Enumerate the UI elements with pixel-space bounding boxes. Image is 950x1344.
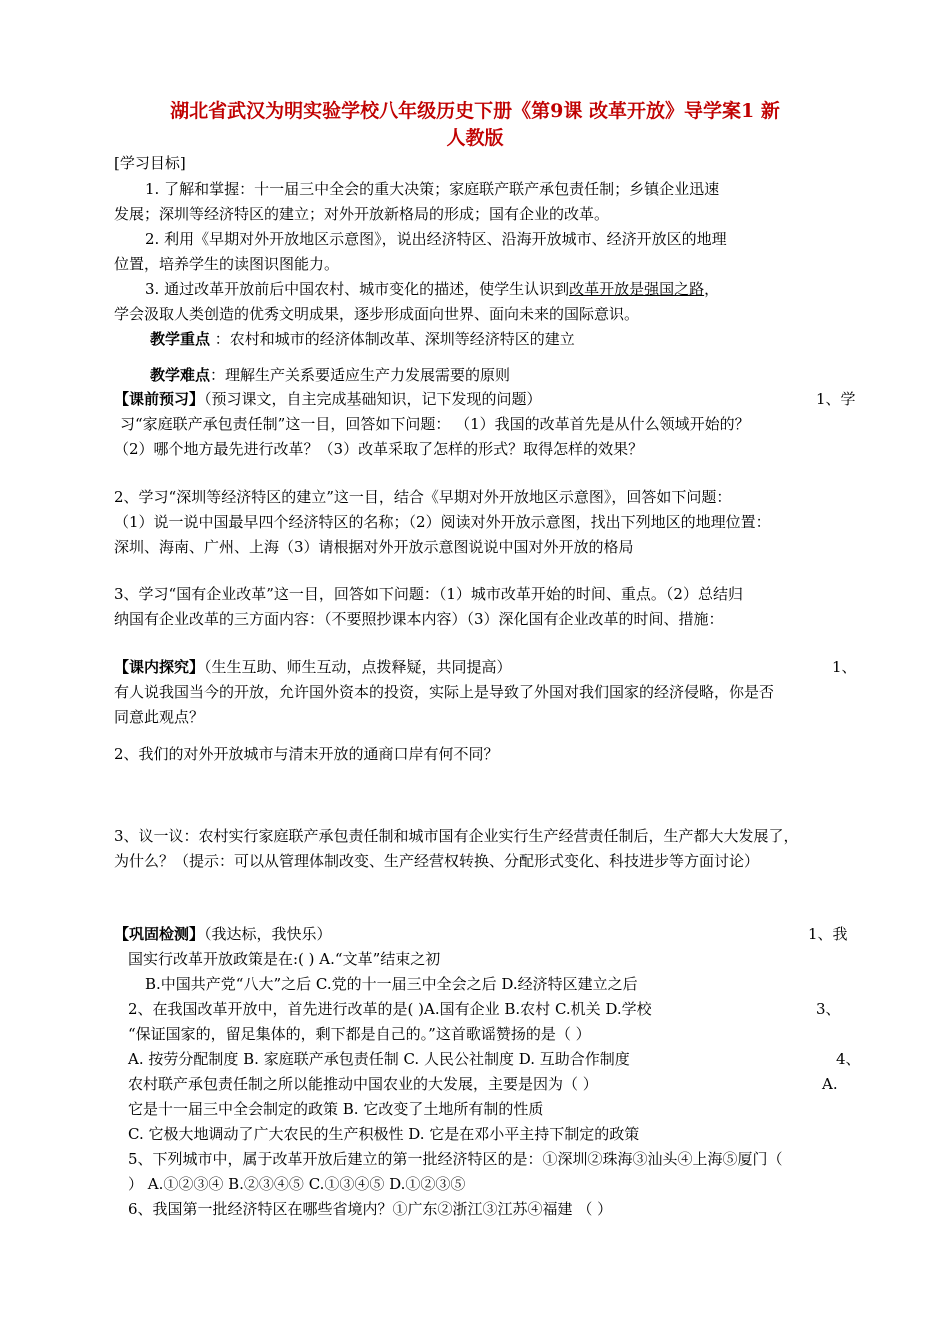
teaching-key-text: ：农村和城市的经济体制改革、深圳等经济特区的建立 xyxy=(210,330,575,348)
check-label: 【巩固检测】 xyxy=(114,925,205,943)
check-heading xyxy=(114,923,332,945)
preview-heading xyxy=(114,388,542,410)
document-title-line2: 人教版 xyxy=(446,127,504,149)
check-q1-options: B.中国共产党“八大”之后 C.党的十一届三中全会之后 D.经济特区建立之后 xyxy=(145,975,638,993)
preview-q2-line2: （1）说一说中国最早四个经济特区的名称；（2）阅读对外开放示意图，找出下列地区的地理位置： xyxy=(114,513,771,531)
inclass-heading xyxy=(114,656,512,678)
check-q1-line1: 国实行改革开放政策是在:( ) A.“文革”结束之初 xyxy=(128,950,441,968)
inclass-label: 【课内探究】 xyxy=(114,658,205,676)
goal-3-line1 xyxy=(145,278,719,300)
preview-q2-line3: 深圳、海南、广州、上海（3）请根据对外开放示意图说说中国对外开放的格局 xyxy=(114,538,634,556)
preview-q1-line1: 习“家庭联产承包责任制”这一目，回答如下问题： （1）我国的改革首先是从什么领域开始的？ xyxy=(120,415,750,433)
goal-3-underlined: 改革开放是强国之路 xyxy=(569,280,705,298)
goal-1-line2: 发展；深圳等经济特区的建立；对外开放新格局的形成；国有企业的改革。 xyxy=(114,205,610,223)
check-q4-number: 4、 xyxy=(836,1050,861,1068)
check-q5-line1: 5、下列城市中，属于改革开放后建立的第一批经济特区的是：①深圳②珠海③汕头④上海⑤厦门（ xyxy=(128,1150,783,1168)
check-intro: （我达标，我快乐） xyxy=(204,925,332,943)
teaching-difficulty-label: 教学难点 xyxy=(150,366,211,384)
goals-heading: [学习目标] xyxy=(114,154,186,172)
check-q4-options-cd: C. 它极大地调动了广大农民的生产积极性 D. 它是在邓小平主持下制定的政策 xyxy=(128,1125,640,1143)
teaching-key-label: 教学重点 xyxy=(150,330,211,348)
goal-2-line2: 位置，培养学生的读图识图能力。 xyxy=(114,255,340,273)
teaching-difficulty-text: ：理解生产关系要适应生产力发展需要的原则 xyxy=(210,366,511,384)
inclass-q2: 2、我们的对外开放城市与清末开放的通商口岸有何不同？ xyxy=(114,745,499,763)
inclass-q1-line2: 同意此观点？ xyxy=(114,708,205,726)
inclass-q3-line2: 为什么？（提示：可以从管理体制改变、生产经营权转换、分配形式变化、科技进步等方面讨论） xyxy=(114,852,760,870)
preview-label: 【课前预习】 xyxy=(114,390,205,408)
goal-2-line1: 2. 利用《早期对外开放地区示意图》，说出经济特区、沿海开放城市、经济开放区的地理 xyxy=(145,230,727,248)
preview-intro: （预习课文，自主完成基础知识，记下发现的问题） xyxy=(204,390,542,408)
check-q3-options: A. 按劳分配制度 B. 家庭联产承包责任制 C. 人民公社制度 D. 互助合作制度 xyxy=(128,1050,630,1068)
preview-q2-line1: 2、学习“深圳等经济特区的建立”这一目，结合《早期对外开放地区示意图》，回答如下问题： xyxy=(114,488,732,506)
preview-q1-number: 1、学 xyxy=(816,390,856,408)
preview-q3-line1: 3、学习“国有企业改革”这一目，回答如下问题：（1）城市改革开始的时间、重点。（2）总结归 xyxy=(114,585,743,603)
check-q6: 6、我国第一批经济特区在哪些省境内？①广东②浙江③江苏④福建 （ ） xyxy=(128,1200,613,1218)
preview-q3-line2: 纳国有企业改革的三方面内容：（不要照抄课本内容）（3）深化国有企业改革的时间、措施： xyxy=(114,610,724,628)
preview-q1-line2: （2）哪个地方最先进行改革？（3）改革采取了怎样的形式？取得怎样的效果？ xyxy=(114,440,644,458)
inclass-q1-line1: 有人说我国当今的开放，允许国外资本的投资，实际上是导致了外国对我们国家的经济侵略，你是否 xyxy=(114,683,775,701)
check-q3-number: 3、 xyxy=(816,1000,841,1018)
document-title-line1: 湖北省武汉为明实验学校八年级历史下册《第9课 改革开放》导学案1 新 xyxy=(170,100,780,122)
check-q4-options-ab: 它是十一届三中全会制定的政策 B. 它改变了土地所有制的性质 xyxy=(128,1100,544,1118)
check-q1-number: 1、我 xyxy=(808,925,848,943)
check-q2: 2、在我国改革开放中，首先进行改革的是( )A.国有企业 B.农村 C.机关 D.学校 xyxy=(128,1000,652,1018)
teaching-difficulty xyxy=(150,364,510,386)
check-q4-line1: 农村联产承包责任制之所以能推动中国农业的大发展，主要是因为（ ） xyxy=(128,1075,598,1093)
check-q5-options: ） A.①②③④ B.②③④⑤ C.①③④⑤ D.①②③⑤ xyxy=(128,1175,466,1193)
inclass-intro: （生生互助、师生互动，点拨释疑，共同提高） xyxy=(204,658,512,676)
goal-1-line1: 1. 了解和掌握：十一届三中全会的重大决策；家庭联产联产承包责任制；乡镇企业迅速 xyxy=(145,180,720,198)
check-q4-option-a: A. xyxy=(822,1075,838,1093)
inclass-q1-number: 1、 xyxy=(832,658,857,676)
check-q3-line1: “保证国家的，留足集体的，剩下都是自己的。”这首歌谣赞扬的是（ ） xyxy=(128,1025,591,1043)
goal-3-text: 3. 通过改革开放前后中国农村、城市变化的描述，使学生认识到 xyxy=(145,280,570,298)
goal-3-comma: ， xyxy=(704,280,720,298)
teaching-key-point xyxy=(150,328,575,350)
inclass-q3-line1: 3、议一议：农村实行家庭联产承包责任制和城市国有企业实行生产经营责任制后，生产都大大发展了， xyxy=(114,827,799,845)
goal-3-line2: 学会汲取人类创造的优秀文明成果，逐步形成面向世界、面向未来的国际意识。 xyxy=(114,305,640,323)
